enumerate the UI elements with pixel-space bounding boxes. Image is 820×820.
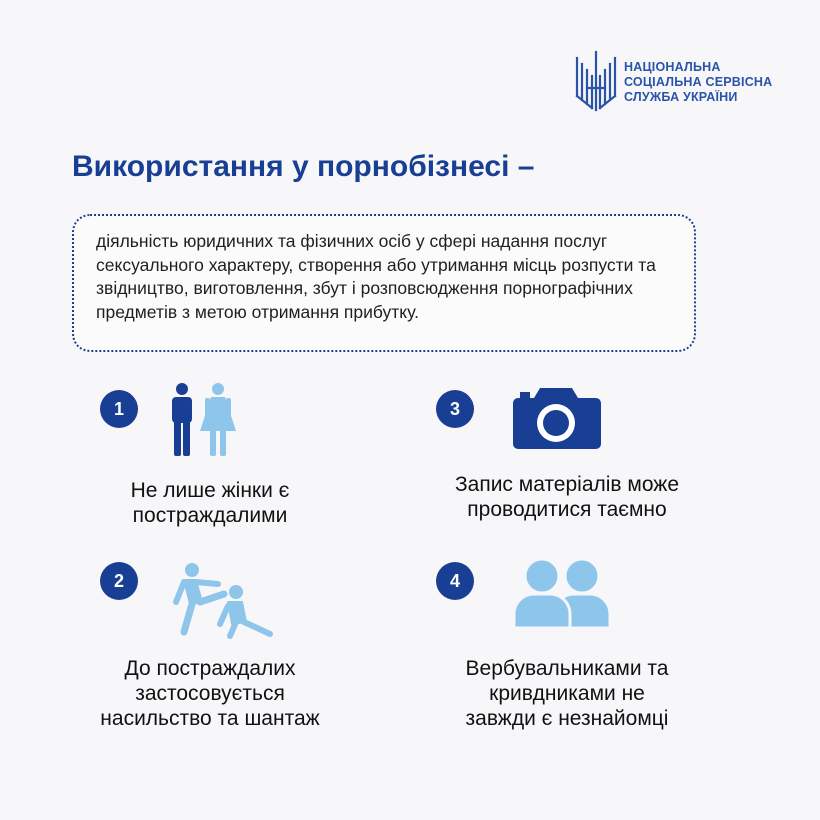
item-number-4: 4 <box>436 562 474 600</box>
caption-line: Не лише жінки є <box>130 479 290 502</box>
caption-line: До постраждалих <box>124 657 296 680</box>
item-caption-3 <box>412 472 722 522</box>
caption-line: Запис матеріалів може <box>454 473 680 496</box>
logo-line: СОЦІАЛЬНА СЕРВІСНА <box>624 75 773 89</box>
two-people-icon <box>512 558 612 628</box>
page-title: Використання у порнобізнесі – <box>72 150 535 183</box>
logo-line: СЛУЖБА УКРАЇНИ <box>624 90 738 104</box>
definition-box <box>72 214 696 352</box>
item-number-2: 2 <box>100 562 138 600</box>
nssu-emblem-icon <box>574 50 618 112</box>
caption-line: завжди є незнайомці <box>465 707 669 730</box>
logo-line: НАЦІОНАЛЬНА <box>624 60 721 74</box>
item-number-1: 1 <box>100 390 138 428</box>
man-woman-icon <box>166 382 238 458</box>
caption-line: Вербувальниками та <box>465 657 669 680</box>
camera-icon <box>512 386 602 450</box>
item-caption-1 <box>60 478 360 528</box>
item-number-3: 3 <box>436 390 474 428</box>
nssu-logo <box>574 50 794 112</box>
kick-violence-icon <box>170 560 278 642</box>
definition-text: діяльність юридичних та фізичних осіб у сфері надання послуг сексуального характеру, створення або утримання місць розпусти та звідництво, виготовлення, збут і розповсюдження порнографічних предметів з метою отримання прибутку. <box>96 231 656 322</box>
caption-line: застосовується <box>135 682 285 705</box>
caption-line: кривдниками не <box>489 682 645 705</box>
caption-line: постраждалими <box>132 504 288 527</box>
item-caption-2 <box>60 656 360 731</box>
caption-line: насильство та шантаж <box>100 707 320 730</box>
item-caption-4 <box>412 656 722 731</box>
logo-text <box>624 60 772 105</box>
caption-line: проводитися таємно <box>467 498 667 521</box>
